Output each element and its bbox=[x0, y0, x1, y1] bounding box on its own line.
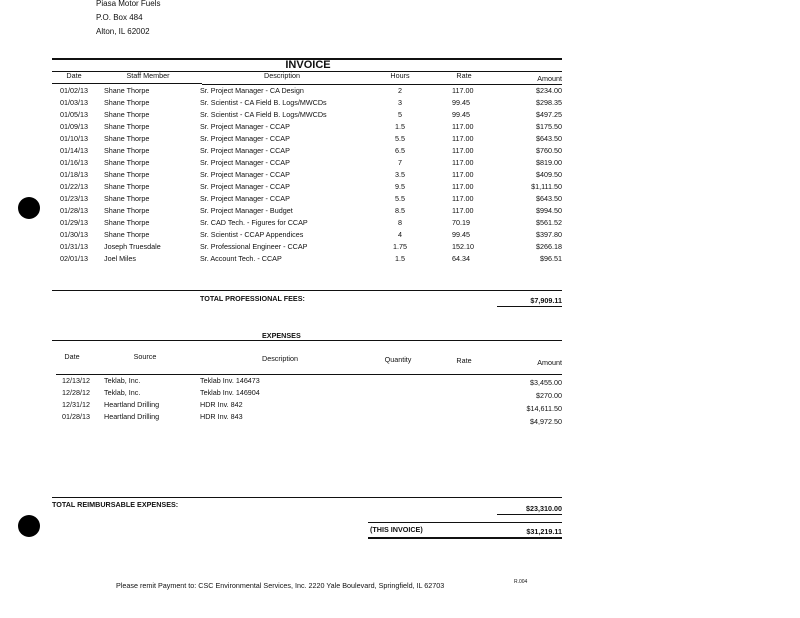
row-description: Sr. Project Manager - CCAP bbox=[200, 182, 290, 191]
row-amount: $96.51 bbox=[540, 254, 562, 263]
row-staff: Shane Thorpe bbox=[104, 98, 150, 107]
expense-amount: $3,455.00 bbox=[530, 378, 562, 387]
row-staff: Joel Miles bbox=[104, 254, 136, 263]
hole-punch-top bbox=[18, 197, 40, 219]
expense-description: Teklab Inv. 146904 bbox=[200, 388, 260, 397]
expenses-title: EXPENSES bbox=[262, 331, 301, 340]
expense-description: HDR Inv. 843 bbox=[200, 412, 243, 421]
row-rate: 117.00 bbox=[452, 170, 474, 179]
total-expenses-label: TOTAL REIMBURSABLE EXPENSES: bbox=[52, 500, 179, 509]
row-hours: 8.5 bbox=[395, 206, 405, 215]
row-date: 01/23/13 bbox=[60, 194, 88, 203]
row-description: Sr. Project Manager - Budget bbox=[200, 206, 293, 215]
exp-col-quantity-header: Quantity bbox=[384, 355, 412, 364]
row-staff: Shane Thorpe bbox=[104, 134, 150, 143]
row-date: 02/01/13 bbox=[60, 254, 88, 263]
invoice-row bbox=[0, 146, 800, 158]
row-rate: 117.00 bbox=[452, 122, 474, 131]
row-description: Sr. Project Manager - CA Design bbox=[200, 86, 304, 95]
row-hours: 5.5 bbox=[395, 134, 405, 143]
row-date: 01/10/13 bbox=[60, 134, 88, 143]
hole-punch-bottom bbox=[18, 515, 40, 537]
row-rate: 99.45 bbox=[452, 98, 470, 107]
expense-date: 01/28/13 bbox=[62, 412, 90, 421]
row-description: Sr. Professional Engineer - CCAP bbox=[200, 242, 308, 251]
expense-date: 12/28/12 bbox=[62, 388, 90, 397]
row-rate: 117.00 bbox=[452, 146, 474, 155]
row-amount: $643.50 bbox=[536, 134, 562, 143]
expense-amount: $4,972.50 bbox=[530, 417, 562, 426]
invoice-title: INVOICE bbox=[285, 59, 331, 71]
expense-source: Heartland Drilling bbox=[104, 412, 160, 421]
row-rate: 70.19 bbox=[452, 218, 470, 227]
row-amount: $234.00 bbox=[536, 86, 562, 95]
total-fees-underline bbox=[497, 306, 562, 307]
row-date: 01/03/13 bbox=[60, 98, 88, 107]
row-amount: $760.50 bbox=[536, 146, 562, 155]
invoice-row bbox=[0, 158, 800, 170]
row-date: 01/05/13 bbox=[60, 110, 88, 119]
row-description: Sr. Project Manager - CCAP bbox=[200, 158, 290, 167]
col-rate-header: Rate bbox=[456, 71, 472, 80]
row-amount: $561.52 bbox=[536, 218, 562, 227]
row-description: Sr. Project Manager - CCAP bbox=[200, 134, 290, 143]
expense-source: Teklab, Inc. bbox=[104, 388, 141, 397]
invoice-row bbox=[0, 170, 800, 182]
row-description: Sr. Scientist - CA Field B. Logs/MWCDs bbox=[200, 98, 327, 107]
this-invoice-bottom-rule bbox=[368, 537, 562, 539]
invoice-row bbox=[0, 206, 800, 218]
expense-row bbox=[0, 376, 800, 388]
row-rate: 99.45 bbox=[452, 230, 470, 239]
row-staff: Joseph Truesdale bbox=[104, 242, 161, 251]
row-rate: 152.10 bbox=[452, 242, 474, 251]
row-hours: 2 bbox=[398, 86, 402, 95]
fees-total-rule bbox=[52, 290, 562, 291]
page-mark: R.004 bbox=[514, 579, 528, 585]
row-description: Sr. Project Manager - CCAP bbox=[200, 146, 290, 155]
row-hours: 3.5 bbox=[395, 170, 405, 179]
row-rate: 117.00 bbox=[452, 194, 474, 203]
row-amount: $266.18 bbox=[536, 242, 562, 251]
invoice-row bbox=[0, 230, 800, 242]
exp-col-rate-header: Rate bbox=[456, 356, 472, 365]
expense-source: Teklab, Inc. bbox=[104, 376, 141, 385]
row-date: 01/02/13 bbox=[60, 86, 88, 95]
client-city: Alton, IL 62002 bbox=[96, 27, 150, 36]
row-staff: Shane Thorpe bbox=[104, 86, 150, 95]
expense-row bbox=[0, 400, 800, 412]
row-description: Sr. Account Tech. - CCAP bbox=[200, 254, 282, 263]
invoice-header-row bbox=[0, 71, 800, 83]
row-staff: Shane Thorpe bbox=[104, 146, 150, 155]
row-amount: $397.80 bbox=[536, 230, 562, 239]
expenses-title-rule bbox=[52, 340, 562, 341]
this-invoice-label: (THIS INVOICE) bbox=[370, 525, 423, 534]
row-description: Sr. Project Manager - CCAP bbox=[200, 170, 290, 179]
expenses-header-row bbox=[0, 352, 800, 367]
invoice-row bbox=[0, 98, 800, 110]
header-underline-right bbox=[202, 84, 562, 85]
exp-col-amount-header: Amount bbox=[537, 358, 562, 367]
invoice-row bbox=[0, 110, 800, 122]
row-staff: Shane Thorpe bbox=[104, 170, 150, 179]
row-description: Sr. Scientist - CA Field B. Logs/MWCDs bbox=[200, 110, 327, 119]
row-amount: $643.50 bbox=[536, 194, 562, 203]
exp-col-date-header: Date bbox=[64, 352, 80, 361]
total-expenses-value: $23,310.00 bbox=[526, 504, 562, 513]
row-staff: Shane Thorpe bbox=[104, 122, 150, 131]
row-date: 01/30/13 bbox=[60, 230, 88, 239]
this-invoice-top-rule bbox=[368, 522, 562, 523]
row-date: 01/31/13 bbox=[60, 242, 88, 251]
expenses-total-rule bbox=[52, 497, 562, 498]
exp-col-description-header: Description bbox=[262, 354, 298, 363]
expense-description: HDR Inv. 842 bbox=[200, 400, 243, 409]
row-amount: $1,111.50 bbox=[531, 182, 562, 191]
exp-col-source-header: Source bbox=[133, 352, 157, 361]
row-hours: 1.5 bbox=[395, 122, 405, 131]
row-hours: 8 bbox=[398, 218, 402, 227]
client-po-box: P.O. Box 484 bbox=[96, 13, 143, 22]
row-amount: $497.25 bbox=[536, 110, 562, 119]
expense-row bbox=[0, 388, 800, 400]
expense-description: Teklab Inv. 146473 bbox=[200, 376, 260, 385]
row-date: 01/09/13 bbox=[60, 122, 88, 131]
row-hours: 3 bbox=[398, 98, 402, 107]
row-staff: Shane Thorpe bbox=[104, 194, 150, 203]
col-date-header: Date bbox=[66, 71, 82, 80]
row-description: Sr. CAD Tech. - Figures for CCAP bbox=[200, 218, 308, 227]
total-fees-value: $7,909.11 bbox=[530, 296, 562, 305]
total-fees-label: TOTAL PROFESSIONAL FEES: bbox=[200, 294, 305, 303]
header-underline-left bbox=[52, 83, 202, 84]
col-description-header: Description bbox=[264, 71, 300, 80]
row-rate: 99.45 bbox=[452, 110, 470, 119]
invoice-row bbox=[0, 218, 800, 230]
row-amount: $994.50 bbox=[536, 206, 562, 215]
this-invoice-value: $31,219.11 bbox=[526, 527, 562, 536]
row-staff: Shane Thorpe bbox=[104, 206, 150, 215]
row-rate: 117.00 bbox=[452, 182, 474, 191]
row-date: 01/18/13 bbox=[60, 170, 88, 179]
row-description: Sr. Scientist - CCAP Appendices bbox=[200, 230, 304, 239]
row-hours: 6.5 bbox=[395, 146, 405, 155]
row-rate: 117.00 bbox=[452, 86, 474, 95]
row-hours: 7 bbox=[398, 158, 402, 167]
row-date: 01/29/13 bbox=[60, 218, 88, 227]
expenses-header-underline bbox=[56, 374, 562, 375]
client-name: Piasa Motor Fuels bbox=[96, 0, 161, 8]
invoice-row bbox=[0, 134, 800, 146]
row-staff: Shane Thorpe bbox=[104, 230, 150, 239]
row-hours: 9.5 bbox=[395, 182, 405, 191]
row-staff: Shane Thorpe bbox=[104, 182, 150, 191]
row-rate: 117.00 bbox=[452, 206, 474, 215]
expense-amount: $270.00 bbox=[536, 391, 562, 400]
col-amount-header: Amount bbox=[537, 74, 562, 83]
row-amount: $298.35 bbox=[536, 98, 562, 107]
row-description: Sr. Project Manager - CCAP bbox=[200, 122, 290, 131]
row-hours: 5.5 bbox=[395, 194, 405, 203]
row-amount: $409.50 bbox=[536, 170, 562, 179]
expense-row bbox=[0, 412, 800, 424]
row-staff: Shane Thorpe bbox=[104, 218, 150, 227]
expense-date: 12/31/12 bbox=[62, 400, 90, 409]
invoice-row bbox=[0, 122, 800, 134]
remit-instructions: Please remit Payment to: CSC Environmental Services, Inc. 2220 Yale Boulevard, Springfield, IL 62703 bbox=[116, 581, 445, 590]
row-hours: 1.75 bbox=[393, 242, 407, 251]
row-date: 01/22/13 bbox=[60, 182, 88, 191]
col-staff-header: Staff Member bbox=[126, 71, 170, 80]
row-staff: Shane Thorpe bbox=[104, 110, 150, 119]
expense-date: 12/13/12 bbox=[62, 376, 90, 385]
invoice-row bbox=[0, 194, 800, 206]
expense-source: Heartland Drilling bbox=[104, 400, 160, 409]
row-hours: 1.5 bbox=[395, 254, 405, 263]
row-date: 01/14/13 bbox=[60, 146, 88, 155]
invoice-row bbox=[0, 182, 800, 194]
row-hours: 4 bbox=[398, 230, 402, 239]
row-staff: Shane Thorpe bbox=[104, 158, 150, 167]
row-rate: 117.00 bbox=[452, 134, 474, 143]
invoice-row bbox=[0, 242, 800, 254]
invoice-row bbox=[0, 86, 800, 98]
row-rate: 64.34 bbox=[452, 254, 470, 263]
row-hours: 5 bbox=[398, 110, 402, 119]
col-hours-header: Hours bbox=[390, 71, 410, 80]
expense-amount: $14,611.50 bbox=[526, 404, 562, 413]
row-date: 01/16/13 bbox=[60, 158, 88, 167]
row-rate: 117.00 bbox=[452, 158, 474, 167]
total-expenses-underline bbox=[497, 514, 562, 515]
row-description: Sr. Project Manager - CCAP bbox=[200, 194, 290, 203]
row-date: 01/28/13 bbox=[60, 206, 88, 215]
row-amount: $175.50 bbox=[536, 122, 562, 131]
row-amount: $819.00 bbox=[536, 158, 562, 167]
invoice-row bbox=[0, 254, 800, 266]
